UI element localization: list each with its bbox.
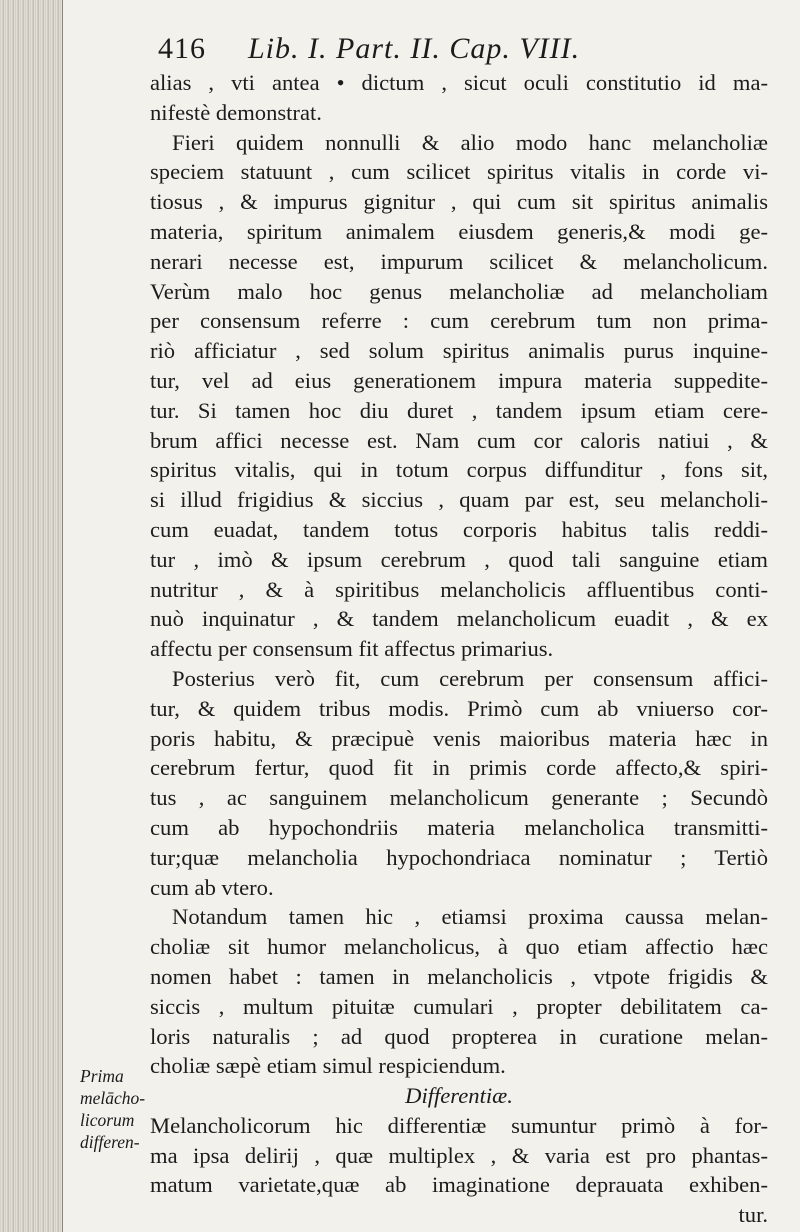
text-line: nomen habet : tamen in melancholicis , vtpote frigidis & xyxy=(150,963,768,989)
text-line: cum ab hypochondriis materia melancholica transmitti- xyxy=(150,814,768,840)
running-header xyxy=(158,32,580,66)
text-line: alias , vti antea • dictum , sicut oculi constitutio id ma- xyxy=(150,70,768,95)
text-line: Notandum tamen hic , etiamsi proxima caussa melan- xyxy=(172,904,768,930)
margin-note xyxy=(80,1065,158,1153)
text-line: poris habitu, & præcipuè venis maioribus materia hæc in xyxy=(150,725,768,751)
text-line: Differentiæ. xyxy=(405,1083,513,1109)
margin-note-line: Prima xyxy=(80,1066,124,1086)
text-line: Fieri quidem nonnulli & alio modo hanc melancholiæ xyxy=(172,129,768,155)
page-number: 416 xyxy=(158,32,206,65)
text-line: speciem statuunt , cum scilicet spiritus vitalis in corde vi- xyxy=(150,159,768,185)
body-text xyxy=(150,68,768,1230)
text-line: choliæ sæpè etiam simul respiciendum. xyxy=(150,1053,506,1079)
text-line: nerari necesse est, impurum scilicet & melancholicum. xyxy=(150,248,768,274)
text-line: cum ab vtero. xyxy=(150,874,274,900)
margin-note-line: differen- xyxy=(80,1132,140,1152)
text-line: siccis , multum pituitæ cumulari , propter debilitatem ca- xyxy=(150,993,768,1019)
text-line: tur. xyxy=(738,1202,768,1228)
text-line: per consensum referre : cum cerebrum tum non prima- xyxy=(150,308,768,334)
text-line: riò afficiatur , sed solum spiritus animalis purus inquine- xyxy=(150,338,768,364)
margin-note-line: melācho- xyxy=(80,1088,146,1108)
text-line: nuò inquinatur , & tandem melancholicum euadit , & ex xyxy=(150,606,768,632)
text-line: spiritus vitalis, qui in totum corpus diffunditur , fons sit, xyxy=(150,457,768,483)
text-line: tur. Si tamen hoc diu duret , tandem ipsum etiam cere- xyxy=(150,397,768,423)
text-line: tur, vel ad eius generationem impura materia suppedite- xyxy=(150,367,768,393)
text-line: matum varietate,quæ ab imaginatione deprauata exhiben- xyxy=(150,1172,768,1198)
text-line: Melancholicorum hic differentiæ sumuntur primò à for- xyxy=(150,1112,768,1138)
book-page-edge xyxy=(0,0,63,1232)
text-line: cerebrum fertur, quod fit in primis corde affecto,& spiri- xyxy=(150,755,768,781)
text-line: tur , imò & ipsum cerebrum , quod tali sanguine etiam xyxy=(150,546,768,572)
text-line: nifestè demonstrat. xyxy=(150,99,322,125)
text-line: tur, & quidem tribus modis. Primò cum ab vniuerso cor- xyxy=(150,695,768,721)
text-line: si illud frigidius & siccius , quam par est, seu melancholi- xyxy=(150,487,768,513)
text-line: Verùm malo hoc genus melancholiæ ad melancholiam xyxy=(150,278,768,304)
margin-note-line: licorum xyxy=(80,1110,135,1130)
text-line: loris naturalis ; ad quod propterea in curatione melan- xyxy=(150,1023,768,1049)
text-line: tur;quæ melancholia hypochondriaca nominatur ; Tertiò xyxy=(150,844,768,870)
running-title: Lib. I. Part. II. Cap. VIII. xyxy=(248,32,581,65)
text-line: cum euadat, tandem totus corporis habitus talis reddi- xyxy=(150,516,768,542)
text-line: Posterius verò fit, cum cerebrum per consensum affici- xyxy=(172,665,768,691)
text-line: affectu per consensum fit affectus primarius. xyxy=(150,636,554,662)
text-line: choliæ sit humor melancholicus, à quo etiam affectio hæc xyxy=(150,934,768,960)
text-line: ma ipsa delirij , quæ multiplex , & varia est pro phantas- xyxy=(150,1142,768,1168)
text-line: brum affici necesse est. Nam cum cor caloris natiui , & xyxy=(150,427,768,453)
text-line: materia, spiritum animalem eiusdem generis,& modi ge- xyxy=(150,218,768,244)
text-line: tiosus , & impurus gignitur , qui cum sit spiritus animalis xyxy=(150,189,768,215)
text-line: nutritur , & à spiritibus melancholicis affluentibus conti- xyxy=(150,576,768,602)
text-line: tus , ac sanguinem melancholicum generante ; Secundò xyxy=(150,785,768,811)
